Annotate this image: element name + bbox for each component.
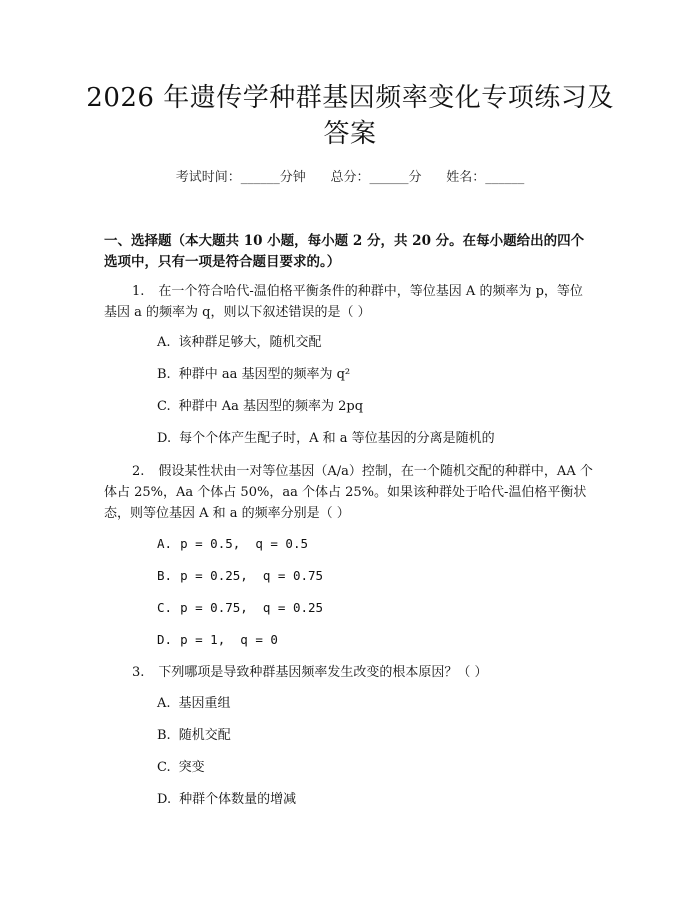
option-letter: B. (157, 367, 171, 382)
question-1 (104, 281, 594, 323)
option-text: p = 0.5, q = 0.5 (180, 536, 308, 551)
question-number: 3. (132, 665, 145, 680)
question-text: 假设某性状由一对等位基因（A/a）控制，在一个随机交配的种群中，AA 个体占 25%，Aa 个体占 50%，aa 个体占 25%。如果该种群处于哈代-温伯格平衡状态，则等位基因 A 和 a 的频率分别是（ ） (104, 464, 593, 521)
question-number: 1. (132, 284, 145, 299)
option-text: 基因重组 (178, 696, 231, 711)
option-letter: C. (157, 600, 173, 615)
page-title (60, 80, 640, 152)
option-letter: D. (157, 632, 173, 647)
option-letter: D. (157, 431, 172, 446)
question-2-option-c (157, 599, 323, 617)
question-3-option-b (157, 727, 231, 745)
question-1-option-d (157, 430, 495, 448)
question-text: 下列哪项是导致种群基因频率发生改变的根本原因？（ ） (158, 665, 488, 680)
question-2 (104, 461, 594, 524)
option-letter: C. (157, 760, 171, 775)
option-text: 该种群足够大，随机交配 (178, 335, 322, 350)
option-text: 突变 (178, 760, 205, 775)
option-letter: B. (157, 728, 171, 743)
question-1-option-b (157, 366, 350, 384)
question-2-option-d (157, 631, 278, 649)
option-letter: A. (157, 335, 171, 350)
question-2-option-b (157, 567, 323, 585)
option-text: 每个个体产生配子时，A 和 a 等位基因的分离是随机的 (179, 431, 495, 446)
question-3-option-a (157, 695, 231, 713)
option-letter: D. (157, 792, 172, 807)
option-text: 随机交配 (178, 728, 231, 743)
question-text: 在一个符合哈代-温伯格平衡条件的种群中，等位基因 A 的频率为 p，等位基因 a 的频率为 q，则以下叙述错误的是（ ） (104, 284, 583, 320)
question-number: 2. (132, 464, 145, 479)
question-3-option-d (157, 791, 296, 809)
option-letter: C. (157, 399, 171, 414)
option-text: p = 0.25, q = 0.75 (180, 568, 324, 583)
option-letter: B. (157, 568, 173, 583)
question-2-option-a (157, 535, 308, 553)
option-text: p = 0.75, q = 0.25 (180, 600, 324, 615)
option-text: 种群中 aa 基因型的频率为 q² (178, 367, 351, 382)
option-text: 种群个体数量的增减 (179, 792, 297, 807)
question-3 (104, 662, 594, 683)
title-line-2: 答案 (323, 119, 377, 149)
question-1-option-a (157, 334, 322, 352)
option-letter: A. (157, 536, 173, 551)
question-1-option-c (157, 398, 363, 416)
option-letter: A. (157, 696, 171, 711)
section-heading: 一、选择题（本大题共 10 小题，每小题 2 分，共 20 分。在每小题给出的四个选项中，只有一项是符合题目要求的。） (104, 233, 585, 270)
title-line-1: 2026 年遗传学种群基因频率变化专项练习及 (86, 83, 614, 113)
question-3-option-c (157, 759, 205, 777)
option-text: 种群中 Aa 基因型的频率为 2pq (178, 399, 364, 414)
exam-info: 考试时间：______分钟 总分：______分 姓名：______ (175, 170, 525, 185)
option-text: p = 1, q = 0 (180, 632, 278, 647)
